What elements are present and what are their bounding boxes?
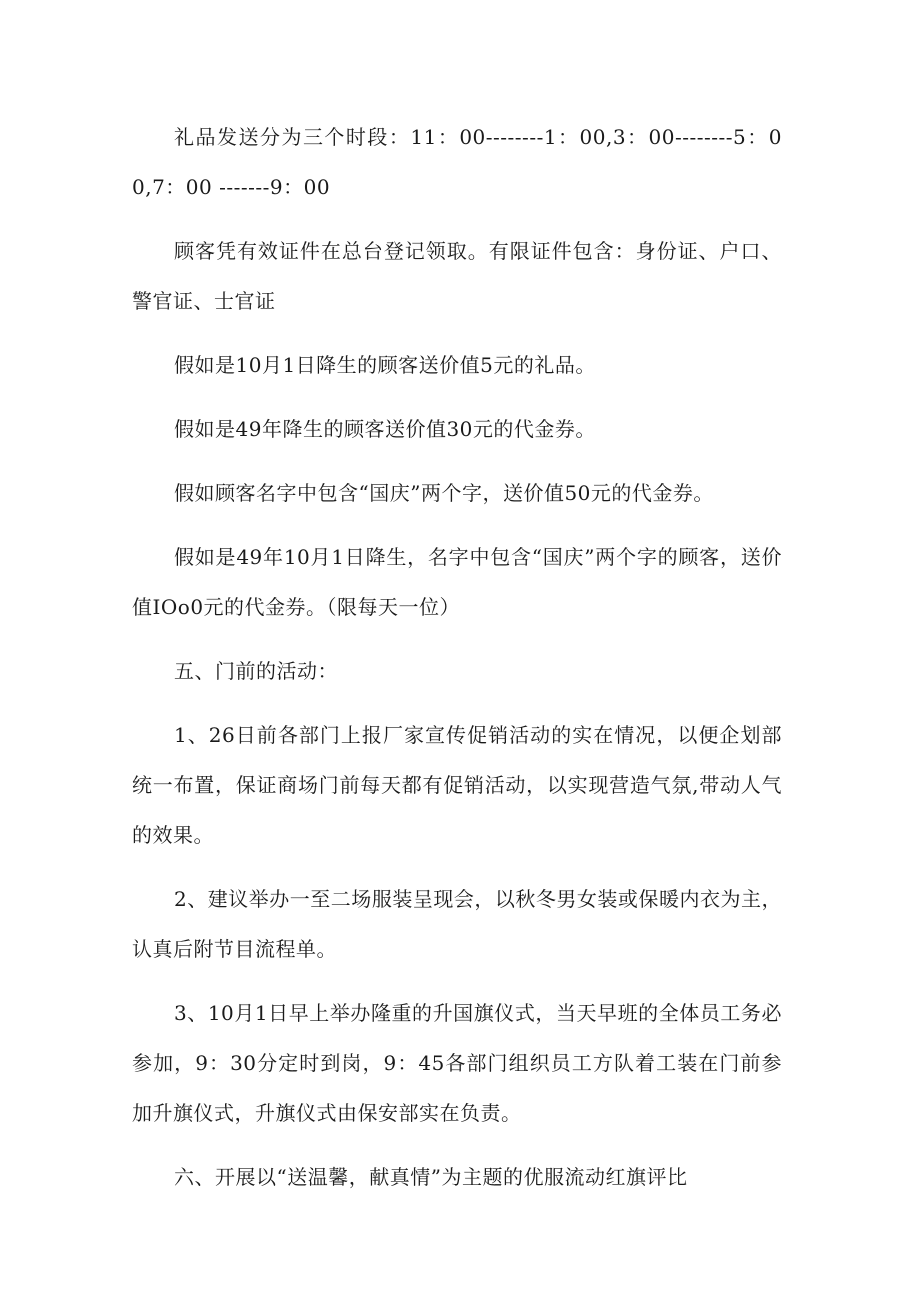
paragraph-item-3: 3、10月1日早上举办隆重的升国旗仪式，当天早班的全体员工务必参加，9：30分定时到岗，9：45各部门组织员工方队着工装在门前参加升旗仪式，升旗仪式由保安部实在负责。 (132, 1001, 782, 1125)
paragraph-item-2: 2、建议举办一至二场服装呈现会，以秋冬男女装或保暖内衣为主，认真后附节目流程单。 (132, 887, 782, 961)
paragraph-gift-schedule: 礼品发送分为三个时段：11：00--------1：00,3：00--------5：00,7：00 -------9：00 (132, 125, 782, 199)
paragraph-item-1: 1、26日前各部门上报厂家宣传促销活动的实在情况，以便企划部统一布置，保证商场门前每天都有促销活动，以实现营造气氛,带动人气的效果。 (132, 723, 782, 847)
paragraph-birth-year-voucher: 假如是49年降生的顾客送价值30元的代金券。 (174, 417, 596, 441)
paragraph-special-voucher: 假如是49年10月1日降生，名字中包含“国庆”两个字的顾客，送价值IOo0元的代金券。（限每天一位） (132, 545, 782, 619)
paragraph-birthday-gift: 假如是10月1日降生的顾客送价值5元的礼品。 (174, 353, 596, 377)
paragraph-name-voucher: 假如顾客名字中包含“国庆”两个字，送价值50元的代金券。 (174, 481, 714, 505)
section-heading-door-activities: 五、门前的活动： (174, 659, 338, 683)
section-heading-red-flag: 六、开展以“送温馨，献真情”为主题的优服流动红旗评比 (174, 1165, 688, 1189)
paragraph-id-documents: 顾客凭有效证件在总台登记领取。有限证件包含：身份证、户口、警官证、士官证 (132, 239, 782, 313)
document-body (132, 112, 782, 1216)
